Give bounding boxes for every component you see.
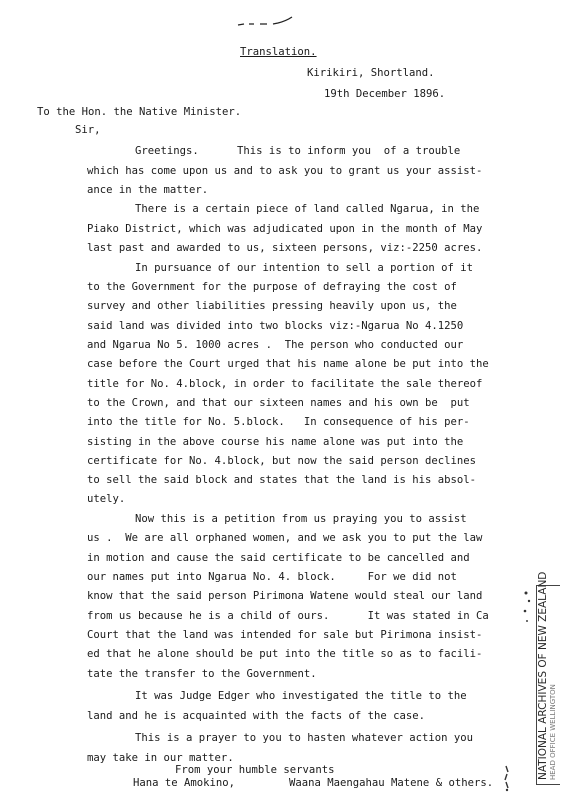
text-line: It was Judge Edger who investigated the title to the — [135, 690, 467, 702]
text-line: ed that he alone should be put into the title so as to facili- — [87, 648, 483, 660]
text-line: Greetings. This is to inform you of a trouble — [135, 145, 461, 157]
signature-mark — [497, 764, 517, 792]
text-line: which has come upon us and to ask you to grant us your assist- — [87, 165, 483, 177]
text-line: may take in our matter. — [87, 752, 234, 764]
text-line: to the Government for the purpose of defraying the cost of — [87, 281, 457, 293]
document-title: Translation. — [240, 46, 317, 58]
text-line: in motion and cause the said certificate to be cancelled and — [87, 552, 470, 564]
text-line: title for No. 4.block, in order to facilitate the sale thereof — [87, 378, 483, 390]
text-line: to sell the said block and states that the land is his absol- — [87, 474, 477, 486]
text-line: survey and other liabilities pressing heavily upon us, the — [87, 300, 457, 312]
text-line: to the Crown, and that our sixteen names and his own be put — [87, 397, 470, 409]
text-line: certificate for No. 4.block, but now the said person declines — [87, 455, 477, 467]
text-line: from us because he is a child of ours. It was stated in Ca — [87, 610, 489, 622]
text-line: said land was divided into two blocks viz:-Ngarua No 4.1250 — [87, 320, 464, 332]
text-line: Now this is a petition from us praying you to assist — [135, 513, 467, 525]
text-line: our names put into Ngarua No. 4. block. For we did not — [87, 571, 457, 583]
archive-stamp-subtext: HEAD OFFICE WELLINGTON — [549, 684, 557, 780]
letter-closing: From your humble servants — [175, 764, 335, 776]
text-line: In pursuance of our intention to sell a portion of it — [135, 262, 474, 274]
text-line: know that the said person Pirimona Watene would steal our land — [87, 590, 483, 602]
text-line: us . We are all orphaned women, and we ask you to put the law — [87, 532, 483, 544]
text-line: land and he is acquainted with the facts of the case. — [87, 710, 426, 722]
letter-addressee: To the Hon. the Native Minister. — [37, 106, 242, 118]
letter-date: 19th December 1896. — [324, 88, 446, 100]
letter-salutation: Sir, — [75, 124, 101, 136]
text-line: tate the transfer to the Government. — [87, 668, 317, 680]
text-line: into the title for No. 5.block. In consequence of his per- — [87, 416, 470, 428]
text-line: This is a prayer to you to hasten whatever action you — [135, 732, 474, 744]
scribble-mark — [236, 16, 294, 30]
text-line: Court that the land was intended for sale but Pirimona insist- — [87, 629, 483, 641]
text-line: case before the Court urged that his name alone be put into the — [87, 358, 489, 370]
text-line: There is a certain piece of land called Ngarua, in the — [135, 203, 480, 215]
letter-place: Kirikiri, Shortland. — [307, 67, 435, 79]
text-line: ance in the matter. — [87, 184, 209, 196]
margin-marks — [515, 585, 537, 645]
archive-stamp-text: NATIONAL ARCHIVES OF NEW ZEALAND — [537, 571, 549, 780]
text-line: and Ngarua No 5. 1000 acres . The person who conducted our — [87, 339, 464, 351]
text-line: sisting in the above course his name alone was put into the — [87, 436, 464, 448]
archive-stamp — [536, 571, 560, 785]
text-line: utely. — [87, 493, 126, 505]
text-line: last past and awarded to us, sixteen persons, viz:-2250 acres. — [87, 242, 483, 254]
signatory-left: Hana te Amokino, — [133, 777, 236, 789]
signatory-right: Waana Maengahau Matene & others. — [289, 777, 494, 789]
text-line: Piako District, which was adjudicated upon in the month of May — [87, 223, 483, 235]
